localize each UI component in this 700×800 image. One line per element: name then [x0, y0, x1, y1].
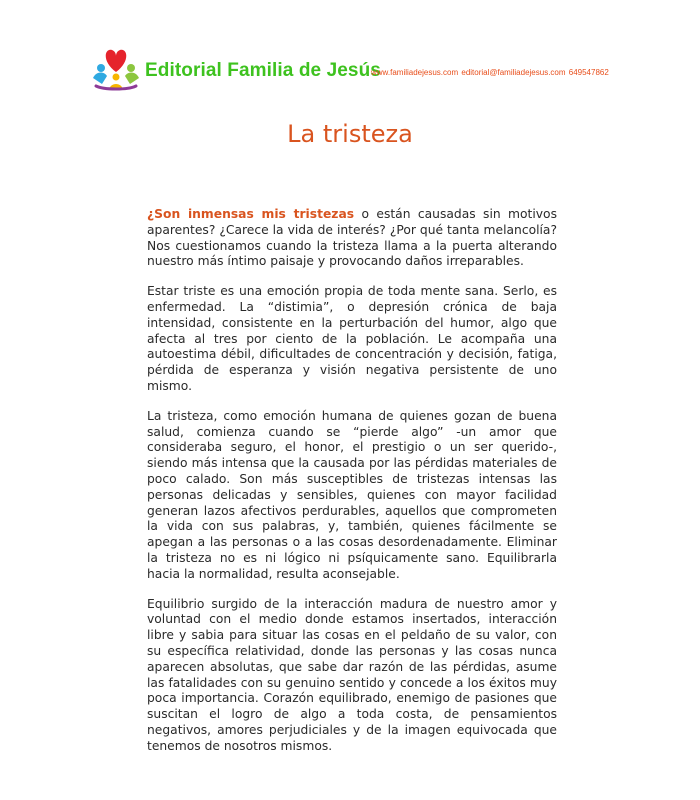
paragraph-2: [147, 284, 557, 395]
paragraph-text: Estar triste es una emoción propia de toda mente sana. Serlo, es enfermedad. La “distimia”, o depresión crónica de baja intensidad, consistente en la perturbación del humor, algo que afecta al tres por ciento de la población. Le acompaña una autoestima débil, dificultades de concentración y decisión, fatiga, pérdida de esperanza y visión negativa persistente de uno mismo.: [147, 284, 557, 393]
page-header: [90, 44, 650, 92]
publisher-name: Editorial Familia de Jesús: [145, 60, 381, 81]
paragraph-4: [147, 597, 557, 755]
paragraph-1: [147, 207, 557, 270]
publisher-contact: www.familiadejesus.com editorial@familiadejesus.com 649547862: [371, 68, 609, 77]
paragraph-text: La tristeza, como emoción humana de quienes gozan de buena salud, comienza cuando se “pierde algo” -un amor que consideraba seguro, el honor, el prestigio o un ser querido-, siendo más intensa que la causada por las pérdidas materiales de poco calado. Son más susceptibles de tristezas intensas las personas delicadas y sensibles, quienes con mayor facilidad generan lazos afectivos perdurables, aquellos que comprometen la vida con sus palabras, y, también, quienes fácilmente se apegan a las personas o a las cosas desordenadamente. Eliminar la tristeza no es ni lógico ni psíquicamente sano. Equilibrarla hacia la normalidad, resulta aconsejable.: [147, 408, 557, 581]
highlighted-question: ¿Son inmensas mis tristezas: [147, 207, 355, 221]
family-heart-logo-icon: [90, 44, 142, 92]
paragraph-text: Equilibrio surgido de la interacción madura de nuestro amor y voluntad con el medio donde estamos insertados, interacción libre y sabia para situar las cosas en el peldaño de su valor, con su específica relatividad, donde las personas y las cosas nunca aparecen absolutas, que sabe dar razón de las pérdidas, asume las fatalidades con su genuino sentido y concede a los éxitos muy poca importancia. Corazón equilibrado, enemigo de pasiones que suscitan el logro de algo a toda costa, de pensamientos negativos, amores perjudiciales y de la imagen equivocada que tenemos de nosotros mismos.: [147, 596, 557, 753]
page-title: La tristeza: [287, 120, 413, 148]
paragraph-3: [147, 409, 557, 583]
article-body: [147, 207, 557, 769]
paragraph-text: o están causadas sin motivos aparentes? ¿Carece la vida de interés? ¿Por qué tanta melancolía? Nos cuestionamos cuando la tristeza llama a la puerta alterando nuestro más íntimo paisaje y provocando daños irreparables.: [147, 207, 557, 269]
